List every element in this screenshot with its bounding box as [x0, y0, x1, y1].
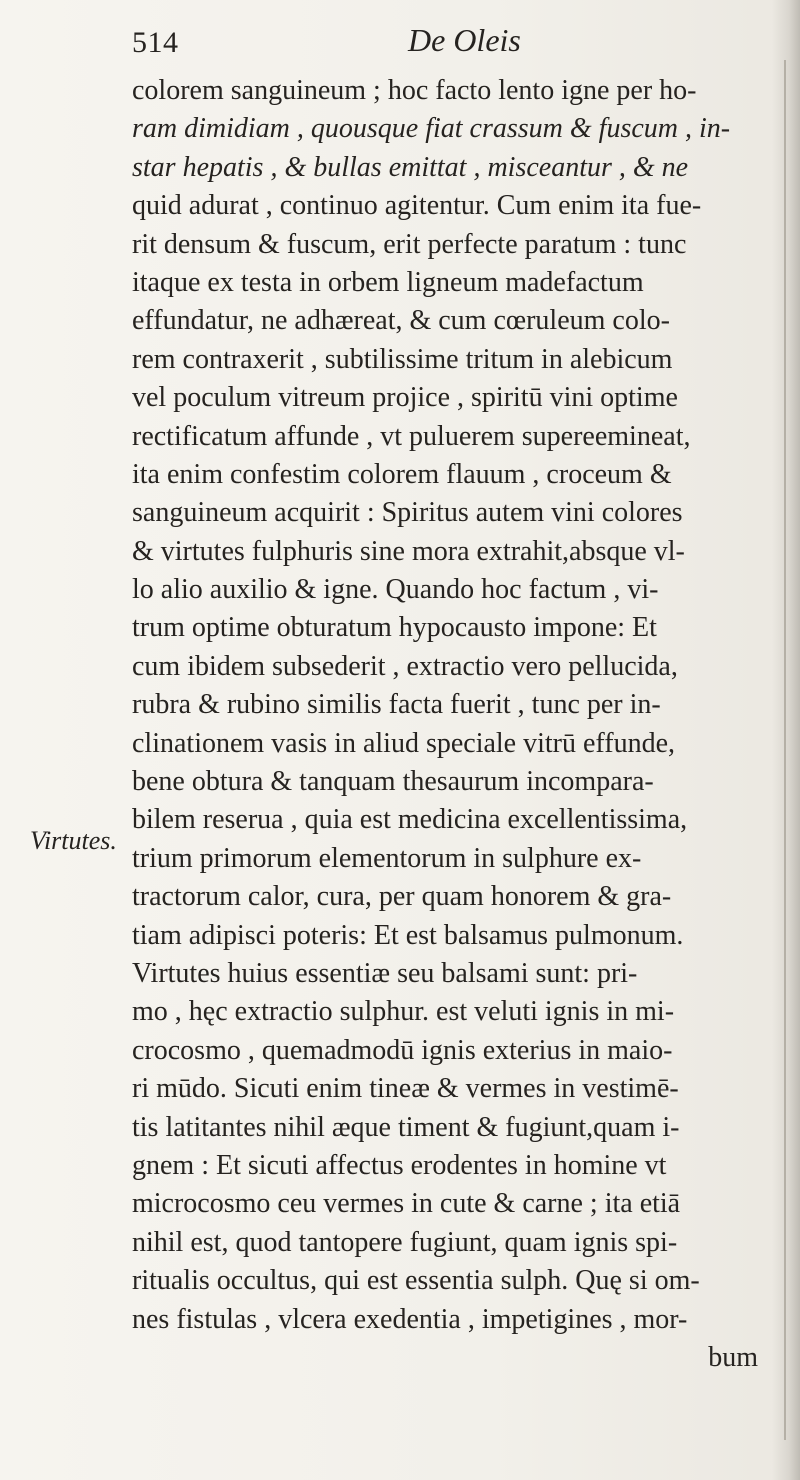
page-edge-line	[784, 60, 786, 1440]
text-line: ram dimidiam , quousque fiat crassum & fuscum , in-	[132, 113, 731, 145]
text-line: vel poculum vitreum projice , spiritū vini optime	[132, 382, 678, 414]
text-line: colorem sanguineum ; hoc facto lento igne per ho-	[132, 75, 697, 106]
page-number: 514	[132, 26, 179, 59]
text-line: bilem reserua , quia est medicina excellentissima,	[132, 804, 688, 836]
text-line: effundatur, ne adhæreat, & cum cœruleum colo-	[132, 305, 670, 337]
text-line: tractorum calor, cura, per quam honorem & gra-	[132, 881, 672, 913]
text-line: ritualis occultus, qui est essentia sulph. Quę si om-	[132, 1265, 700, 1297]
text-line: clinationem vasis in aliud speciale vitrū effunde,	[132, 727, 675, 759]
text-line: sanguineum acquirit : Spiritus autem vini colores	[132, 497, 683, 529]
margin-note: Virtutes.	[30, 826, 117, 855]
text-line: itaque ex testa in orbem ligneum madefactum	[132, 266, 644, 298]
text-line: rectificatum affunde , vt puluerem supereemineat,	[132, 420, 691, 452]
text-line: crocosmo , quemadmodū ignis exterius in maio-	[132, 1034, 673, 1066]
text-line: gnem : Et sicuti affectus erodentes in homine vt	[132, 1149, 667, 1181]
text-line: nes fistulas , vlcera exedentia , impetigines , mor-	[132, 1303, 688, 1335]
page-edge-shadow	[772, 0, 800, 1480]
text-line: Virtutes huius essentiæ seu balsami sunt: pri-	[132, 957, 638, 989]
text-line: cum ibidem subsederit , extractio vero pellucida,	[132, 650, 678, 682]
text-line: star hepatis , & bullas emittat , misceantur , & ne	[132, 151, 689, 183]
text-line: trum optime obturatum hypocausto impone: Et	[132, 612, 657, 644]
text-line: microcosmo ceu vermes in cute & carne ; ita etiā	[132, 1188, 681, 1220]
text-line: ri mūdo. Sicuti enim tineæ & vermes in vestimē-	[132, 1073, 679, 1105]
text-line: rit densum & fuscum, erit perfecte paratum : tunc	[132, 228, 687, 260]
text-line: rem contraxerit , subtilissime tritum in alebicum	[132, 343, 673, 375]
text-line: tis latitantes nihil æque timent & fugiunt,quam i-	[132, 1111, 680, 1143]
text-line: bene obtura & tanquam thesaurum incompara-	[132, 766, 654, 798]
text-line: tiam adipisci poteris: Et est balsamus pulmonum.	[132, 919, 684, 951]
running-title: De Oleis	[408, 22, 521, 58]
text-line: ita enim confestim colorem flauum , croceum &	[132, 458, 672, 490]
catchword: bum	[708, 1341, 758, 1373]
body-text	[132, 72, 768, 1377]
text-line: quid adurat , continuo agitentur. Cum enim ita fue-	[132, 190, 702, 222]
text-line: lo alio auxilio & igne. Quando hoc factum , vi-	[132, 574, 659, 606]
text-line: trium primorum elementorum in sulphure ex-	[132, 842, 642, 874]
text-line: rubra & rubino similis facta fuerit , tunc per in-	[132, 689, 661, 721]
text-line: nihil est, quod tantopere fugiunt, quam ignis spi-	[132, 1226, 678, 1258]
page-header	[0, 18, 800, 68]
text-line: mo , hęc extractio sulphur. est veluti ignis in mi-	[132, 996, 675, 1028]
text-line: & virtutes fulphuris sine mora extrahit,absque vl-	[132, 535, 685, 567]
